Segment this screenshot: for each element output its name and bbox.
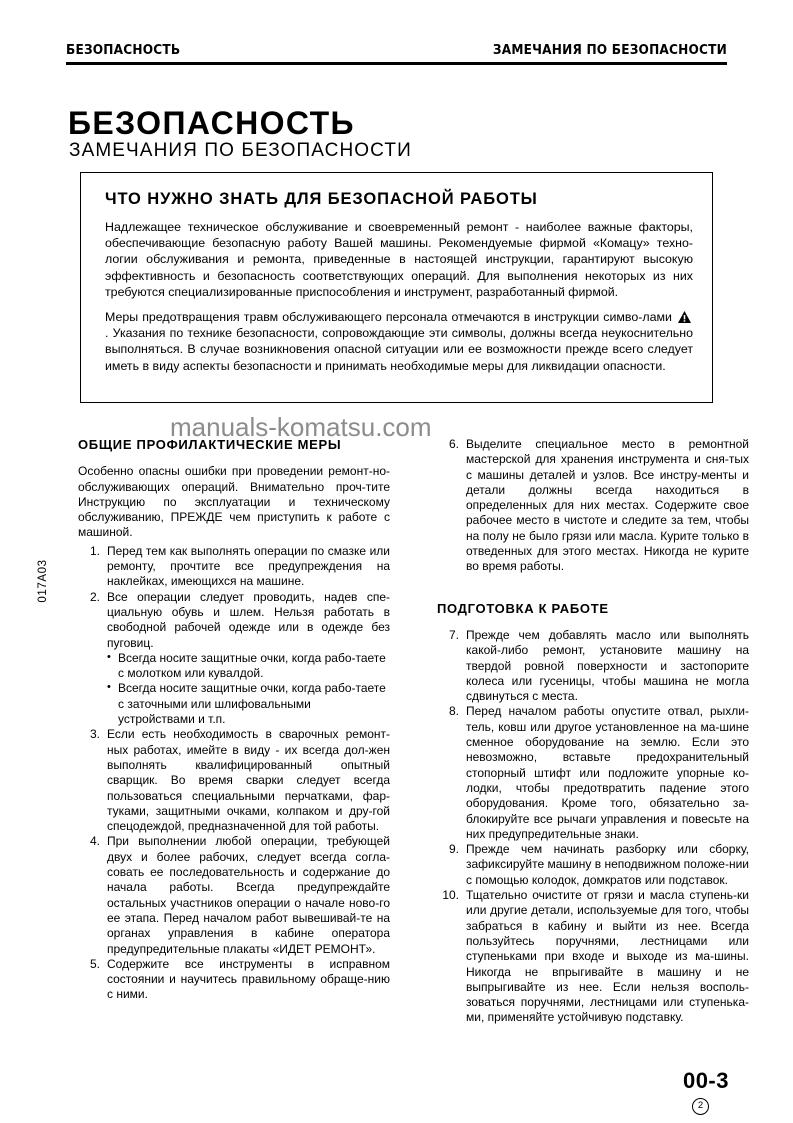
notice-paragraph-2-after: . Указания по технике безопасности, сопровождающие эти символы, должны всегда неукоснительно выполняться. В случае возникновения опасной ситуации или ее возможности прежде всего следует иметь в виду аспекты безопасности и принимать необходимые меры для ликвидации опасности. (105, 326, 693, 373)
list-item (78, 834, 390, 956)
list-item-text: Перед началом работы опустите отвал, рыхли-тель, ковш или другое установленное на ма-шине сменное оборудование на землю. Если это невозможно, вставьте предохранительный стопорный штифт или подложите упорные ко-лодки, чтобы предотвратить падение этого оборудования. Кроме того, обязательно за-блокируйте все рычаги управления и повесьте на них предупредительные знаки. (466, 704, 749, 841)
list-item (78, 727, 390, 834)
revision-mark: 2 (692, 1098, 709, 1115)
list-item-subitems (107, 651, 390, 727)
list-item-number: 2. (89, 589, 100, 604)
sub-list-item-text: Всегда носите защитные очки, когда рабо-таете с молотком или кувалдой. (118, 650, 386, 681)
notice-paragraph-2-before: Меры предотвращения травм обслуживающего персонала отмечаются в инструкции симво-лами (105, 310, 672, 324)
list-item-text: Выделите специальное место в ремонтной мастерской для хранения инструмента и сня-тых с машины деталей и узлов. Все инстру-менты и детали должны всегда находиться в определенных для них местах. Содержите свое рабочее место в чистоте и следите за тем, чтобы на полу не было грязи или масла. Курите только в отведенных для этого местах. Никогда не курите во время работы. (466, 437, 749, 574)
list-item-number: 6. (448, 437, 459, 451)
warning-triangle-icon (678, 311, 691, 323)
list-item (437, 704, 749, 842)
list-item-number: 9. (448, 842, 459, 857)
sub-list-item (107, 681, 390, 727)
list-item-number: 3. (89, 727, 100, 742)
list-item (437, 437, 749, 575)
bullet-icon: • (107, 681, 111, 694)
side-reference-code: 017A03 (37, 559, 49, 603)
running-header-right: ЗАМЕЧАНИЯ ПО БЕЗОПАСНОСТИ (492, 42, 727, 58)
notice-paragraph-2 (105, 309, 693, 374)
page-title: БЕЗОПАСНОСТЬ (68, 105, 355, 141)
list-item-number: 1. (89, 543, 100, 558)
list-item-text: Все операции следует проводить, надев спе-циальную обувь и шлем. Нельзя работать в свободной рабочей одежде или в одежде без пуговиц. (107, 589, 390, 650)
list-item-number: 5. (89, 956, 100, 971)
right-column (437, 437, 749, 1026)
sub-list-item-text: Всегда носите защитные очки, когда рабо-таете с заточными или шлифовальными устройствами и т.п. (118, 681, 386, 727)
list-item-text: Прежде чем добавлять масло или выполнять какой-либо ремонт, установите машину на твердой ровной поверхности и застопорите колеса или гусеницы, чтобы машина не могла сдвинуться с места. (466, 627, 749, 704)
page-number: 00-3 (682, 1068, 729, 1093)
list-item (78, 544, 390, 590)
left-column (78, 437, 390, 1003)
list-item-number: 8. (448, 704, 459, 719)
list-item-number: 10. (442, 888, 459, 903)
notice-paragraph-1: Надлежащее техническое обслуживание и своевременный ремонт - наиболее важные факторы, обеспечивающие безопасную работу Вашей машины. Рекомендуемые фирмой «Комацу» техно-логии обслуживания и ремонта, приведенные в настоящей инструкции, гарантируют высокую эффективность и безопасность соответствующих операций. Для выполнения некоторых из них требуются специализированные приспособления и инструмент, разработанный фирмой. (105, 220, 693, 299)
list-item-number: 7. (448, 627, 459, 642)
header-divider (66, 62, 727, 65)
page-subtitle: ЗАМЕЧАНИЯ ПО БЕЗОПАСНОСТИ (69, 140, 412, 161)
list-item-text: Прежде чем начинать разборку или сборку, зафиксируйте машину в неподвижном положе-нии с помощью колодок, домкратов или подставок. (466, 842, 749, 887)
list-item (437, 628, 749, 704)
list-item-text: При выполнении любой операции, требующей двух и более рабочих, следует всегда согла-совать ее последовательность и содержание до начала работы. Всегда предупреждайте остальных участников операции о начале ново-го ее этапа. Перед началом работ вывешивай-те на органах управления в кабине оператора предупредительные плакаты «ИДЕТ РЕМОНТ». (107, 834, 390, 956)
left-column-list (78, 544, 390, 1003)
list-item (78, 957, 390, 1003)
list-item-text: Тщательно очистите от грязи и масла ступень-ки или другие детали, используемые для того, чтобы забраться в кабину и выйти из нее. Всегда пользуйтесь поручнями, лестницами или ступеньками при входе и выходе из ма-шины. Никогда не впрыгивайте в машину и не выпрыгивайте из нее. Если нельзя восполь-зоваться поручнями, лестницами или ступенька-ми, применяйте устойчивую подставку. (466, 888, 749, 1025)
notice-heading: ЧТО НУЖНО ЗНАТЬ ДЛЯ БЕЗОПАСНОЙ РАБОТЫ (105, 190, 538, 208)
watermark: manuals-komatsu.com (170, 412, 432, 442)
list-item (437, 842, 749, 888)
list-item (437, 888, 749, 1026)
list-item-text: Содержите все инструменты в исправном состоянии и научитесь правильному обраще-нию с ними. (107, 956, 390, 1002)
right-column-heading: ПОДГОТОВКА К РАБОТЕ (437, 600, 609, 616)
list-item (78, 590, 390, 728)
right-column-list-bottom (437, 628, 749, 1026)
right-column-list-top (437, 437, 749, 575)
list-item-text: Если есть необходимость в сварочных ремонт-ных работах, имейте в виду - их всегда дол-жен выполнять квалифицированный опытный сварщик. Во время сварки следует всегда пользоваться специальными перчатками, фар-туками, защитными очками, колпаком и дру-гой спецодеждой, предназначенной для той работы. (107, 727, 390, 834)
left-column-intro: Особенно опасны ошибки при проведении ремонт-но-обслуживающих операций. Внимательно проч-тите Инструкцию по эксплуатации и техническому обслуживанию, ПРЕЖДЕ чем приступить к работе с машиной. (78, 464, 390, 540)
sub-list-item (107, 651, 390, 682)
list-item-number: 4. (89, 834, 100, 849)
list-item-text: Перед тем как выполнять операции по смазке или ремонту, прочтите все предупреждения на наклейках, имеющихся на машине. (107, 543, 390, 589)
bullet-icon: • (107, 650, 111, 663)
left-column-heading: ОБЩИЕ ПРОФИЛАКТИЧЕСКИЕ МЕРЫ (78, 437, 342, 452)
running-header (66, 42, 727, 58)
running-header-left: БЕЗОПАСНОСТЬ (66, 42, 181, 58)
